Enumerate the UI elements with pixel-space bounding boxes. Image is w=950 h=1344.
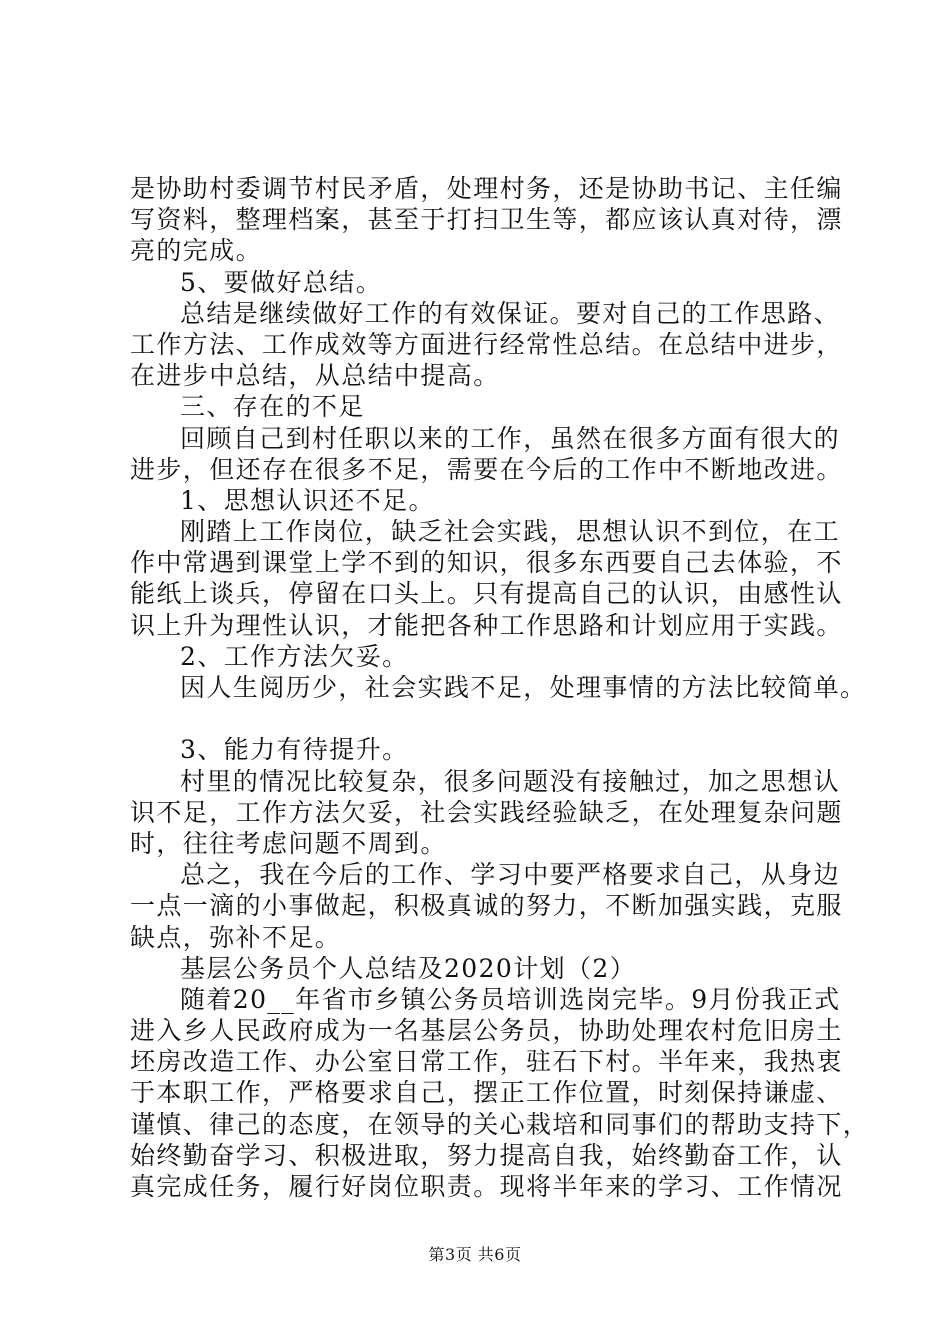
text-line: 进入乡人民政府成为一名基层公务员，协助处理农村危旧房土 [130, 1016, 843, 1046]
paragraph-start: 因人生阅历少，社会实践不足，处理事情的方法比较简单。 [180, 673, 867, 702]
text-line: 始终勤奋学习、积极进取，努力提高自我，始终勤奋工作，认 [130, 1140, 843, 1170]
section-heading: 5、要做好总结。 [180, 267, 383, 297]
text-line: 识上升为理性认识，才能把各种工作思路和计划应用于实践。 [130, 610, 843, 640]
section-heading: 2、工作方法欠妥。 [180, 641, 409, 671]
text-line: 写资料，整理档案，甚至于打扫卫生等，都应该认真对待，漂 [130, 205, 843, 235]
page-number: 第3页 共6页 [428, 1245, 522, 1264]
text-line: 真完成任务，履行好岗位职责。现将半年来的学习、工作情况 [130, 1172, 843, 1201]
document-body [130, 173, 870, 1202]
section-heading: 三、存在的不足 [180, 392, 365, 422]
text-line: 一点一滴的小事做起，积极真诚的努力，不断加强实践，克服 [130, 891, 843, 921]
text-line: 能纸上谈兵，停留在口头上。只有提高自己的认识，由感性认 [130, 579, 843, 609]
text-line: 于本职工作，严格要求自己，摆正工作位置，时刻保持谦虚、 [130, 1078, 843, 1108]
document-subtitle: 基层公务员个人总结及2020计划（2） [180, 953, 637, 983]
paragraph-start: 总之，我在今后的工作、学习中要严格要求自己，从身边 [180, 860, 841, 890]
text-line: 作中常遇到课堂上学不到的知识，很多东西要自己去体验，不 [130, 548, 843, 578]
text-line: 识不足，工作方法欠妥，社会实践经验缺乏，在处理复杂问题 [130, 797, 843, 827]
blank-line [130, 703, 835, 734]
text-line: 缺点，弥补不足。 [130, 922, 342, 952]
paragraph-start: 刚踏上工作岗位，缺乏社会实践，思想认识不到位，在工 [180, 517, 841, 547]
section-heading: 1、思想认识还不足。 [180, 485, 435, 515]
paragraph-start: 随着20__年省市乡镇公务员培训选岗完毕。9月份我正式 [180, 984, 841, 1014]
text-line: 工作方法、工作成效等方面进行经常性总结。在总结中进步， [130, 329, 843, 359]
text-line: 进步，但还存在很多不足，需要在今后的工作中不断地改进。 [130, 454, 843, 484]
paragraph-start: 总结是继续做好工作的有效保证。要对自己的工作思路、 [180, 298, 841, 328]
text-line: 坯房改造工作、办公室日常工作，驻石下村。半年来，我热衷 [130, 1047, 843, 1077]
text-line: 在进步中总结，从总结中提高。 [130, 361, 500, 391]
text-line: 谨慎、律己的态度，在领导的关心栽培和同事们的帮助支持下， [130, 1109, 870, 1139]
paragraph-start: 村里的情况比较复杂，很多问题没有接触过，加之思想认 [180, 766, 841, 796]
text-line: 时，往往考虑问题不周到。 [130, 828, 447, 858]
text-line: 亮的完成。 [130, 236, 263, 266]
paragraph-start: 回顾自己到村任职以来的工作，虽然在很多方面有很大的 [180, 423, 841, 453]
text-line: 是协助村委调节村民矛盾，处理村务，还是协助书记、主任编 [130, 174, 843, 203]
section-heading: 3、能力有待提升。 [180, 735, 409, 765]
